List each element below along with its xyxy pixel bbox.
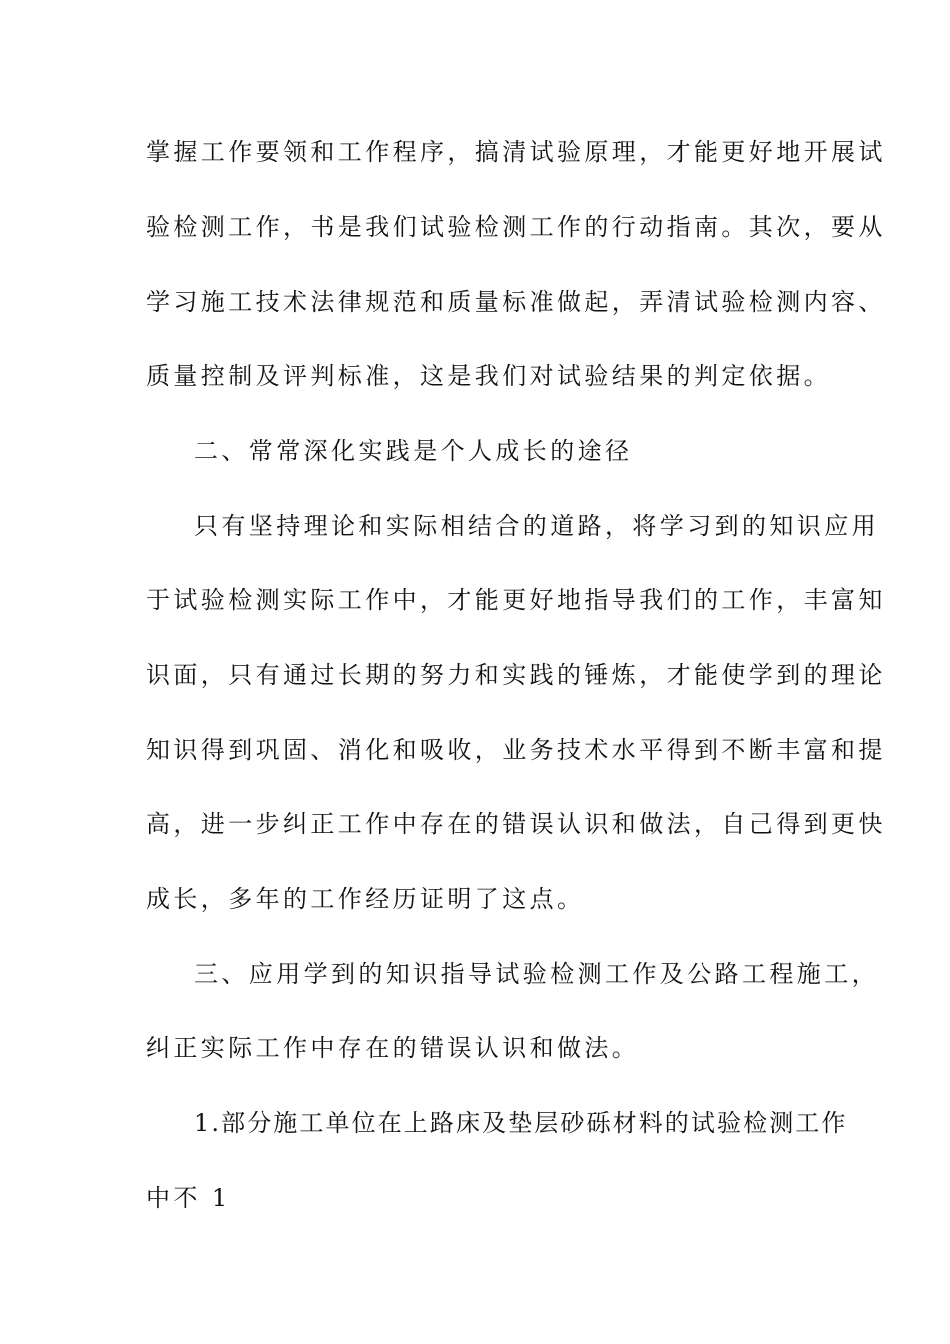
- paragraph-line: 验检测工作，书是我们试验检测工作的行动指南。其次，要从: [146, 213, 886, 241]
- paragraph-line: 质量控制及评判标准，这是我们对试验结果的判定依据。: [146, 362, 831, 390]
- paragraph-line: 中不 1: [146, 1184, 231, 1212]
- paragraph-line: 高，进一步纠正工作中存在的错误认识和做法，自己得到更快: [146, 810, 886, 838]
- paragraph-line: 学习施工技术法律规范和质量标准做起，弄清试验检测内容、: [146, 288, 886, 316]
- paragraph-line: 掌握工作要领和工作程序，搞清试验原理，才能更好地开展试: [146, 138, 886, 166]
- paragraph-line: 于试验检测实际工作中，才能更好地指导我们的工作，丰富知: [146, 586, 886, 614]
- paragraph-line: 知识得到巩固、消化和吸收，业务技术水平得到不断丰富和提: [146, 736, 886, 764]
- section-heading: 二、常常深化实践是个人成长的途径: [194, 437, 633, 465]
- paragraph-line: 成长，多年的工作经历证明了这点。: [146, 885, 585, 913]
- paragraph-line: 只有坚持理论和实际相结合的道路，将学习到的知识应用: [194, 512, 879, 540]
- section-heading: 三、应用学到的知识指导试验检测工作及公路工程施工，: [194, 960, 879, 988]
- paragraph-line: 识面，只有通过长期的努力和实践的锤炼，才能使学到的理论: [146, 661, 886, 689]
- numbered-item: 1.部分施工单位在上路床及垫层砂砾材料的试验检测工作: [194, 1109, 848, 1137]
- section-heading-continuation: 纠正实际工作中存在的错误认识和做法。: [146, 1034, 640, 1062]
